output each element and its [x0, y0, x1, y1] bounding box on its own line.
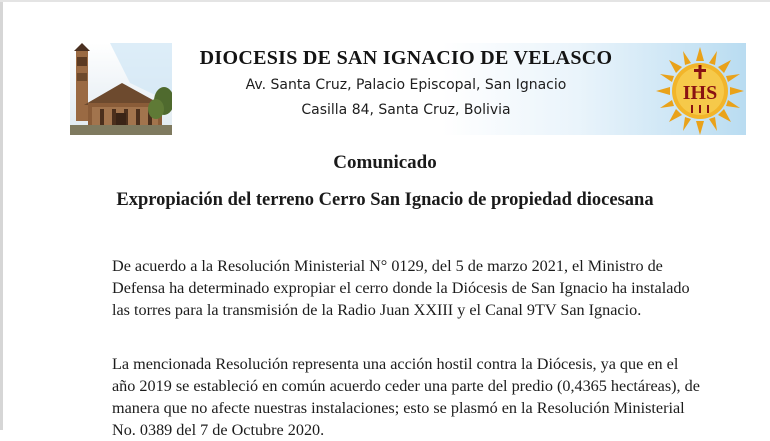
paragraph-2: La mencionada Resolución representa una acción hostil contra la Diócesis, ya que en el año 2019 se estableció en común acuerdo ceder una parte del predio (0,4365 hectáreas), de manera que no afecte nuestras instalaciones; esto se plasmó en la Resolución Ministerial No. 0389 del 7 de Octubre 2020. — [112, 355, 700, 439]
address-line-1: Av. Santa Cruz, Palacio Episcopal, San Ignacio — [245, 77, 567, 93]
address-line-2: Casilla 84, Santa Cruz, Bolivia — [301, 102, 511, 118]
scan-top-edge — [0, 0, 770, 2]
document-heading: Comunicado — [333, 152, 437, 173]
paragraph-1: De acuerdo a la Resolución Ministerial N° 0129, del 5 de marzo 2021, el Ministro de Defensa ha determinado expropiar el cerro donde la Diócesis de San Ignacio ha instalado las torres para la transmisión de la Radio Juan XXIII y el Canal 9TV San Ignacio. — [112, 257, 690, 319]
church-photo — [70, 43, 172, 135]
scan-edge — [0, 0, 3, 430]
ihs-seal-icon — [656, 47, 744, 135]
diocese-title: DIOCESIS DE SAN IGNACIO DE VELASCO — [199, 47, 613, 69]
seal-monogram: IHS — [682, 82, 718, 104]
document-subheading: Expropiación del terreno Cerro San Ignacio de propiedad diocesana — [116, 190, 654, 210]
